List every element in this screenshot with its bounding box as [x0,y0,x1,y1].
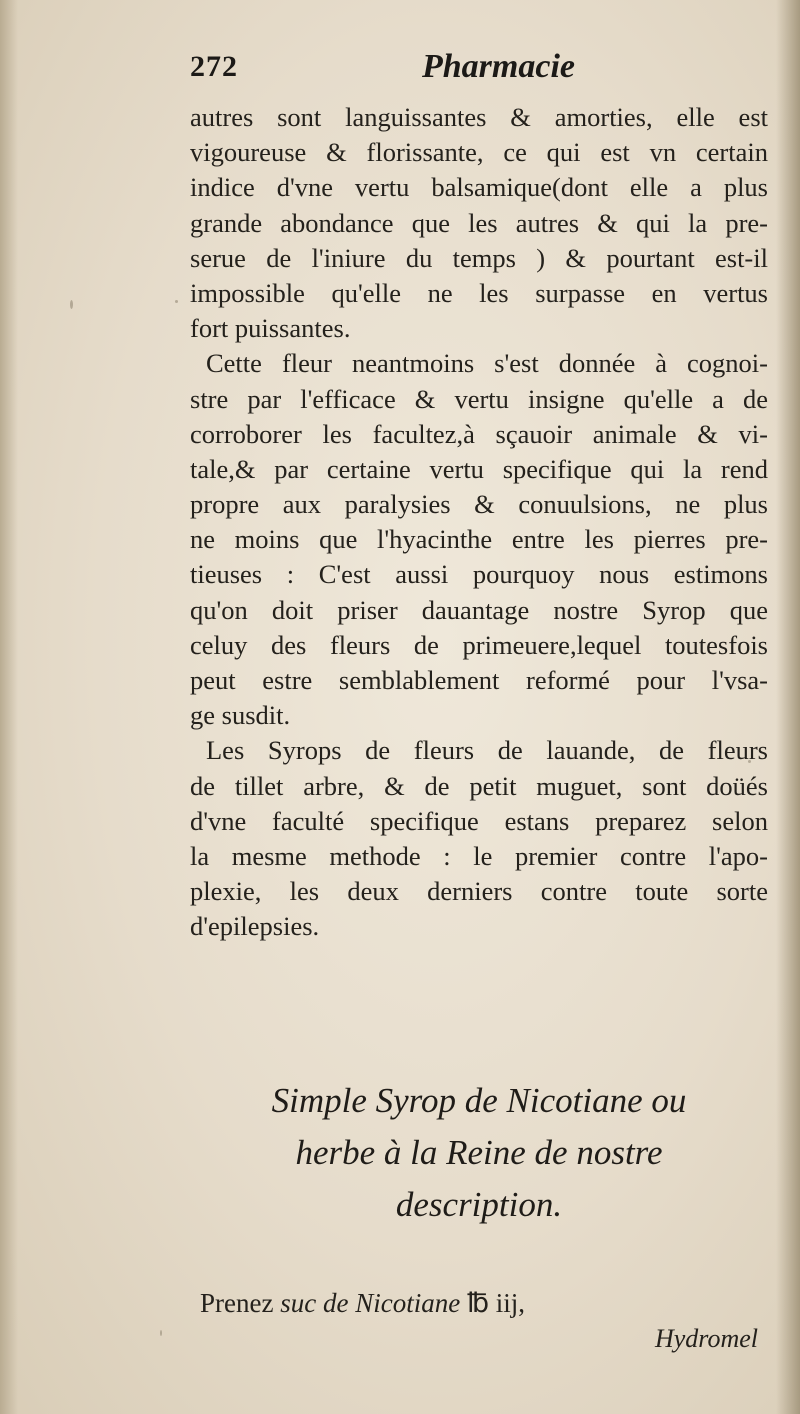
text-line: stre par l'efficace & vertu insigne qu'elle a de [190,383,768,414]
heading-line: herbe à la Reine de nostre [295,1133,663,1172]
text-line: autres sont languissantes & amorties, elle est [190,102,768,132]
text-line: fort puissantes. [190,313,351,344]
text-line: celuy des fleurs de primeuere,lequel toutesfois [190,629,768,660]
recipe-measure: ℔ iij, [466,1288,526,1318]
recipe-ingredient: suc de Nicotiane [280,1288,461,1318]
page-right-edge-shadow [776,0,800,1414]
page-number: 272 [190,50,238,83]
text-line: tieuses : C'est aussi pourquoy nous estimons [190,559,768,590]
text-line: vigoureuse & florissante, ce qui est vn certain [190,137,768,168]
text-line: qu'on doit priser dauantage nostre Syrop que [190,594,768,625]
text-line: corroborer les facultez,à sçauoir animale & vi- [190,418,768,449]
text-line: impossible qu'elle ne les surpasse en vertus [190,277,768,308]
recipe-lead: Prenez [200,1288,274,1318]
heading-line: description. [395,1185,563,1224]
text-line: la mesme methode : le premier contre l'apo- [190,840,768,871]
heading-line: Simple Syrop de Nicotiane ou [271,1081,687,1120]
text-line: Les Syrops de fleurs de lauande, de fleurs [206,735,768,766]
text-line: grande abondance que les autres & qui la pre- [190,207,768,238]
text-line: serue de l'iniure du temps ) & pourtant est-il [190,242,768,273]
recipe-line [200,1288,770,1319]
paper-speck [70,300,73,309]
running-head [190,46,770,90]
paragraph [190,733,768,944]
text-line: indice d'vne vertu balsamique(dont elle a plus [190,172,768,203]
text-line: tale,& par certaine vertu specifique qui la rend [190,453,768,484]
paragraph [190,346,768,733]
running-title: Pharmacie [422,48,575,85]
page-left-edge-shadow [0,0,18,1414]
catchword: Hydromel [654,1324,758,1353]
paper-speck [160,1330,162,1336]
text-line: Cette fleur neantmoins s'est donnée à cognoi- [206,348,768,379]
text-line: plexie, les deux derniers contre toute sorte [190,876,768,907]
text-line: d'vne faculté specifique estans preparez selon [190,805,768,836]
text-line: d'epilepsies. [190,911,320,942]
section-heading [190,1075,768,1231]
paper-speck [175,300,178,303]
text-line: ne moins que l'hyacinthe entre les pierres pre- [190,524,768,555]
text-line: peut estre semblablement reformé pour l'vsa- [190,665,768,695]
paragraph [190,100,768,346]
text-line: ge susdit. [190,700,291,731]
text-line: propre aux paralysies & conuulsions, ne plus [190,489,768,520]
text-line: de tillet arbre, & de petit muguet, sont doüés [190,770,768,801]
body-text [190,100,768,945]
